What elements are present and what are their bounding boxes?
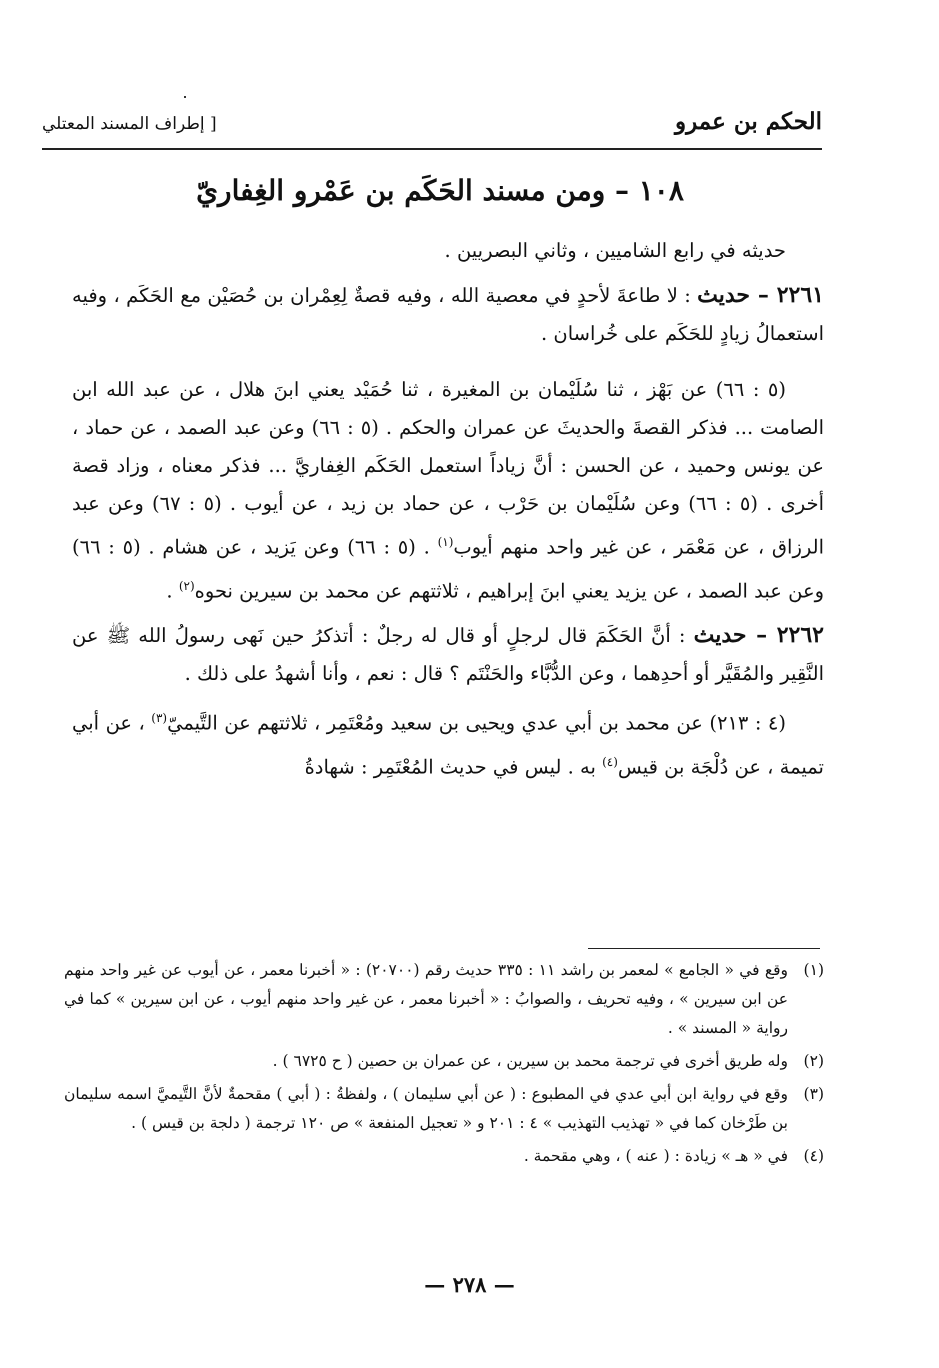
main-text xyxy=(72,232,824,786)
footnote-ref: (٤) xyxy=(602,754,618,769)
footnote-4 xyxy=(64,1142,824,1171)
isnad-text: (٤ : ٢١٣) عن محمد بن أبي عدي ويحيى بن سعيد ومُعْتَمِر ، ثلاثتهم عن التَّيميّ xyxy=(167,711,786,735)
footnote-2 xyxy=(64,1047,824,1076)
header-book-title: [ إطراف المسند المعتلي xyxy=(42,114,217,134)
footnote-number: (٤) xyxy=(803,1147,824,1165)
footnote-ref: (١) xyxy=(437,535,454,549)
hadith-text: : لا طاعةَ لأحدٍ في معصية الله ، وفيه قصةٌ لِعِمْران بن حُصَيْن مع الحَكَم ، وفيه استعمالُ زيادٍ للحَكَم على خُراسان . xyxy=(72,284,824,345)
footnote-number: (١) xyxy=(803,961,824,979)
footnote-text: وله طريق أخرى في ترجمة محمد بن سيرين ، عن عمران بن حصين ( ح ٦٧٢٥ ) . xyxy=(272,1052,788,1070)
footnote-1 xyxy=(64,956,824,1043)
header-section-name: الحكم بن عمرو xyxy=(675,108,822,135)
footnote-separator xyxy=(588,948,820,949)
footnote-text: في « هـ » زيادة : ( عنه ) ، وهي مقحمة . xyxy=(523,1147,788,1165)
intro-line: حديثه في رابع الشاميين ، وثاني البصريين . xyxy=(444,239,786,262)
footnote-text: وقع في « الجامع » لمعمر بن راشد ١١ : ٣٣٥ حديث رقم (٢٠٧٠٠) : « أخبرنا معمر ، عن أيوب عن غير واحد منهم عن ابن سيرين » ، وفيه تحريف ، والصوابُ : « أخبرنا معمر ، عن غير واحد منهم أيوب ، عن ابن سيرين » كما في رواية « المسند » . xyxy=(64,961,789,1037)
footnotes xyxy=(64,956,824,1175)
footnote-3 xyxy=(64,1080,824,1138)
isnad-text: (٥ : ٦٦) عن بَهْز ، ثنا سُلَيْمان بن المغيرة ، ثنا حُمَيْد يعني ابنَ هلال ، عن عبد الله ابن الصامت ... فذكر القصةَ والحديثَ عن عمران والحكم . (٥ : ٦٦) وعن عبد الصمد ، عن حماد ، عن يونس وحميد ، عن الحسن : أنَّ زياداً استعمل الحَكَم الغِفاريَّ ... فذكر معناه ، وزاد قصة أخرى . (٥ : ٦٦) وعن سُلَيْمان بن حَرْب ، عن حماد بن زيد ، عن أيوب . (٥ : ٦٧) وعن عبد الرزاق ، عن مَعْمَر ، عن غير واحد منهم أيوب xyxy=(72,378,825,559)
footnote-number: (٣) xyxy=(803,1085,824,1103)
hadith-2261 xyxy=(72,276,824,353)
hadith-2262 xyxy=(72,616,824,693)
chapter-title: ١٠٨ – ومن مسند الحَكَم بن عَمْرو الغِفاريّ xyxy=(196,174,684,207)
footnote-ref: (٣) xyxy=(151,711,168,725)
footnote-number: (٢) xyxy=(803,1052,824,1070)
hadith-text: : أنَّ الحَكَمَ قال لرجلٍ أو قال له رجلٌ : أتذكرُ حين نَهى رسولُ الله ﷺ عن النَّقِير والمُقَيَّر أو أحدِهما ، وعن الدُّبَّاء والحَنْتَم ؟ قال : نعم ، وأنا أشهدُ على ذلك . xyxy=(72,624,824,685)
running-header xyxy=(42,108,822,150)
hadith-number: ٢٢٦١ – حديث xyxy=(697,282,824,308)
hadith-2262-isnad xyxy=(72,699,824,786)
hadith-number: ٢٢٦٢ – حديث xyxy=(693,622,824,648)
scan-speck xyxy=(184,96,186,98)
isnad-text: . (٥ : ٦٦) وعن يَزيد ، عن هشام . (٥ : ٦٦) وعن عبد الصمد ، عن يزيد يعني ابنَ إبراهيم ، ثلاثتهم عن محمد بن سيرين نحوه xyxy=(72,535,824,602)
footnote-ref: (٢) xyxy=(178,578,195,593)
page-number: — ٢٧٨ — xyxy=(424,1272,515,1297)
isnad-text: ، عن أبي تميمة ، عن دُلْجَة بن قيس xyxy=(72,711,824,778)
isnad-end: . xyxy=(166,579,179,602)
hadith-2261-isnad xyxy=(72,371,824,610)
footnote-text: وقع في رواية ابن أبي عدي في المطبوع : ( عن أبي سليمان ) ، ولفظةُ : ( أبي ) مقحمةٌ لأنَّ التَّيميَّ اسمه سليمان بن طَرْخان كما في « تهذيب التهذيب » ٤ : ٢٠١ و « تعجيل المنفعة » ص ١٢٠ ترجمة ( دلجة بن قيس ) . xyxy=(64,1085,788,1132)
isnad-text: به . ليس في حديث المُعْتَمِر : شهادةُ xyxy=(304,755,596,778)
